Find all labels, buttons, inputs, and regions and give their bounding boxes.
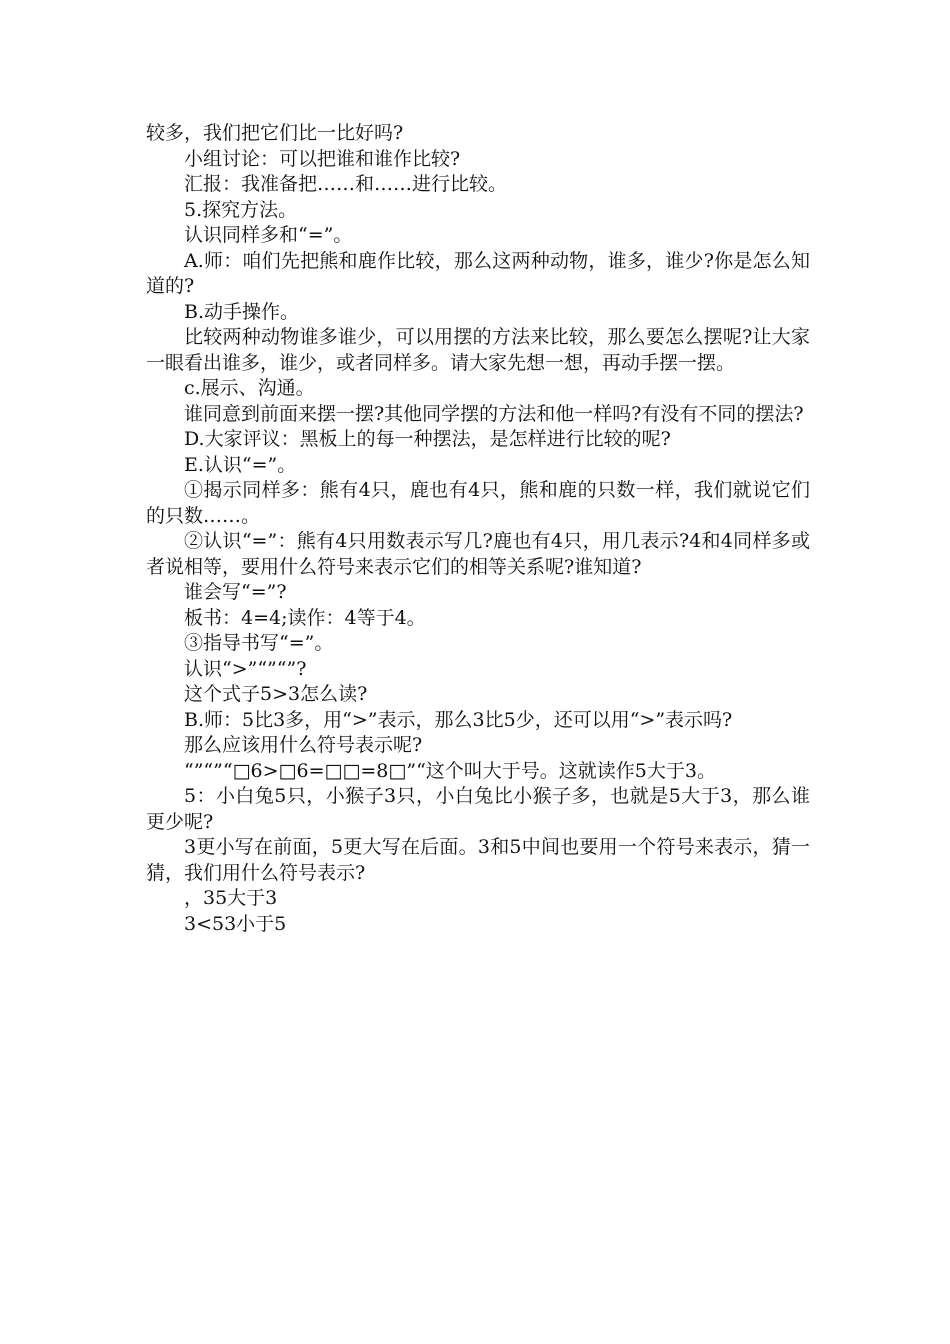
paragraph-17: ③指导书写“=”。 (184, 632, 334, 654)
paragraph-3: 汇报：我准备把……和……进行比较。 (184, 173, 508, 195)
paragraph-2: 小组讨论：可以把谁和谁作比较? (184, 147, 461, 170)
paragraph-26: 3<53小于5 (184, 912, 287, 935)
paragraph-6: A.师：咱们先把熊和鹿作比较，那么这两种动物，谁多，谁少?你是怎么知道的? (146, 249, 810, 297)
paragraph-23: 5：小白兔5只，小猴子3只，小白兔比小猴子多，也就是5大于3，那么谁更少呢? (146, 785, 810, 833)
paragraph-22: “”“”“□6>□6=□□=8□”“这个叫大于号。这就读作5大于3。 (184, 759, 716, 782)
paragraph-4: 5.探究方法。 (184, 198, 298, 221)
paragraph-5: 认识同样多和“=”。 (184, 224, 353, 246)
paragraph-1: 较多，我们把它们比一比好吗? (146, 122, 404, 144)
paragraph-16: 板书：4=4;读作：4等于4。 (184, 606, 426, 629)
paragraph-11: D.大家评议：黑板上的每一种摆法，是怎样进行比较的呢? (184, 428, 671, 450)
document-page (146, 121, 810, 937)
paragraph-15: 谁会写“=”? (184, 581, 287, 603)
paragraph-10: 谁同意到前面来摆一摆?其他同学摆的方法和他一样吗?有没有不同的摆法? (184, 402, 804, 425)
paragraph-21: 那么应该用什么符号表示呢? (184, 734, 423, 756)
paragraph-9: c.展示、沟通。 (184, 377, 315, 399)
paragraph-24: 3更小写在前面，5更大写在后面。3和5中间也要用一个符号来表示，猜一猜，我们用什么符号表示? (146, 836, 810, 884)
paragraph-8: 比较两种动物谁多谁少，可以用摆的方法来比较，那么要怎么摆呢?让大家一眼看出谁多，谁少，或者同样多。请大家先想一想，再动手摆一摆。 (146, 326, 810, 374)
paragraph-19: 这个式子5>3怎么读? (184, 683, 368, 705)
paragraph-25: ，35大于3 (184, 887, 278, 909)
paragraph-7: B.动手操作。 (184, 300, 300, 323)
paragraph-12: E.认识“=”。 (184, 453, 297, 476)
paragraph-18: 认识“>”“”“”? (184, 657, 307, 680)
paragraph-20: B.师：5比3多，用“>”表示，那么3比5少，还可以用“>”表示吗? (184, 708, 733, 731)
paragraph-14: ②认识“=”：熊有4只用数表示写几?鹿也有4只，用几表示?4和4同样多或者说相等，要用什么符号来表示它们的相等关系呢?谁知道? (146, 530, 810, 578)
paragraph-13: ①揭示同样多：熊有4只，鹿也有4只，熊和鹿的只数一样，我们就说它们的只数……。 (146, 479, 810, 527)
